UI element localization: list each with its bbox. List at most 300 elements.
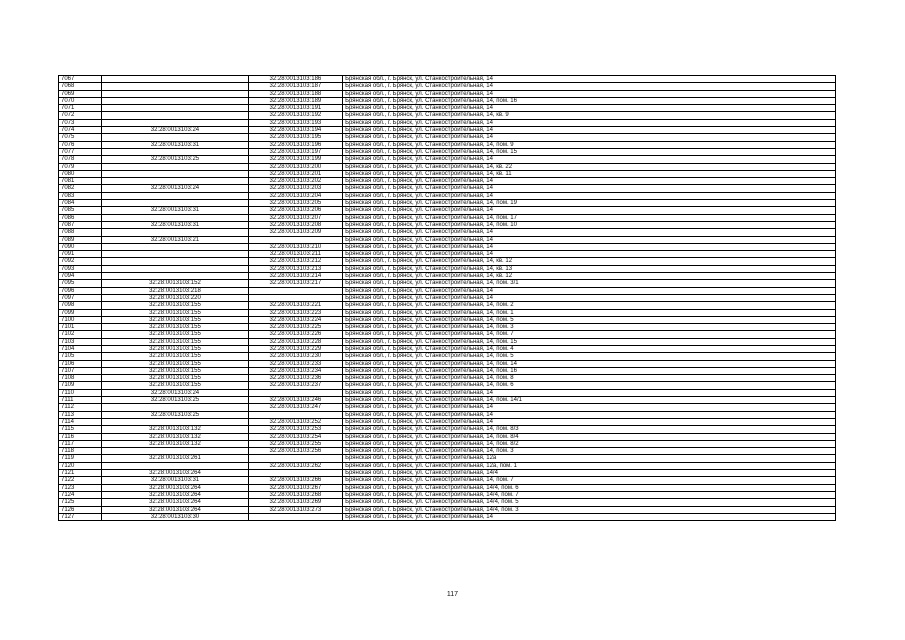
table-row [59,221,836,228]
cadastral-number-cell: 32:28:0013103:224 [248,316,342,323]
cadastral-number-cell: 32:28:0013103:196 [248,141,342,148]
parent-cadastral-cell: 32:28:0013103:31 [102,141,249,148]
table-row [59,338,836,345]
parent-cadastral-cell: 32:28:0013103:25 [102,411,249,418]
row-number-cell: 7106 [59,360,102,367]
cadastral-number-cell: 32:28:0013103:193 [248,119,342,126]
cadastral-number-cell: 32:28:0013103:202 [248,178,342,185]
cadastral-number-cell: 32:28:0013103:230 [248,353,342,360]
address-cell: Брянская обл., г. Брянск, ул. Станкостроительная, 14/4, пом. 6 [343,484,836,491]
address-cell: Брянская обл., г. Брянск, ул. Станкостроительная, 14 [343,192,836,199]
cadastral-number-cell: 32:28:0013103:268 [248,491,342,498]
registry-table-body [59,76,836,521]
parent-cadastral-cell [102,273,249,280]
parent-cadastral-cell [102,404,249,411]
table-row [59,345,836,352]
address-cell: Брянская обл., г. Брянск, ул. Станкостроительная, 14 [343,127,836,134]
address-cell: Брянская обл., г. Брянск, ул. Станкостроительная, 14 [343,294,836,301]
parent-cadastral-cell [102,134,249,141]
cadastral-number-cell: 32:28:0013103:194 [248,127,342,134]
table-row [59,455,836,462]
address-cell: Брянская обл., г. Брянск, ул. Станкостроительная, 14 [343,236,836,243]
table-row [59,192,836,199]
cadastral-number-cell: 32:28:0013103:197 [248,148,342,155]
row-number-cell: 7095 [59,280,102,287]
table-row [59,294,836,301]
address-cell: Брянская обл., г. Брянск, ул. Станкостроительная, 14, пом. 8/2 [343,440,836,447]
row-number-cell: 7082 [59,185,102,192]
cadastral-number-cell: 32:28:0013103:211 [248,251,342,258]
row-number-cell: 7121 [59,470,102,477]
cadastral-number-cell: 32:28:0013103:189 [248,97,342,104]
address-cell: Брянская обл., г. Брянск, ул. Станкостроительная, 14, пом. 14 [343,360,836,367]
parent-cadastral-cell: 32:28:0013103:30 [102,513,249,520]
address-cell: Брянская обл., г. Брянск, ул. Станкостроительная, 14/4, пом. 3 [343,506,836,513]
row-number-cell: 7105 [59,353,102,360]
address-cell: Брянская обл., г. Брянск, ул. Станкостроительная, 14, пом. 7 [343,477,836,484]
table-row [59,127,836,134]
row-number-cell: 7118 [59,448,102,455]
table-row [59,112,836,119]
cadastral-number-cell: 32:28:0013103:213 [248,265,342,272]
address-cell: Брянская обл., г. Брянск, ул. Станкостроительная, 14 [343,404,836,411]
row-number-cell: 7117 [59,440,102,447]
cadastral-number-cell [248,470,342,477]
parent-cadastral-cell [102,148,249,155]
parent-cadastral-cell [102,214,249,221]
address-cell: Брянская обл., г. Брянск, ул. Станкостроительная, 14 [343,229,836,236]
cadastral-number-cell: 32:28:0013103:255 [248,440,342,447]
parent-cadastral-cell: 32:28:0013103:155 [102,316,249,323]
row-number-cell: 7123 [59,484,102,491]
cadastral-number-cell: 32:28:0013103:210 [248,243,342,250]
address-cell: Брянская обл., г. Брянск, ул. Станкостроительная, 14 [343,156,836,163]
cadastral-number-cell: 32:28:0013103:266 [248,477,342,484]
parent-cadastral-cell [102,170,249,177]
table-row [59,506,836,513]
table-row [59,309,836,316]
cadastral-number-cell: 32:28:0013103:192 [248,112,342,119]
address-cell: Брянская обл., г. Брянск, ул. Станкостроительная, 14 [343,243,836,250]
row-number-cell: 7092 [59,258,102,265]
table-row [59,433,836,440]
parent-cadastral-cell [102,178,249,185]
table-row [59,207,836,214]
address-cell: Брянская обл., г. Брянск, ул. Станкостроительная, 14 [343,418,836,425]
address-cell: Брянская обл., г. Брянск, ул. Станкостроительная, 14, пом. 15 [343,148,836,155]
row-number-cell: 7079 [59,163,102,170]
table-row [59,141,836,148]
row-number-cell: 7116 [59,433,102,440]
row-number-cell: 7098 [59,302,102,309]
cadastral-number-cell: 32:28:0013103:229 [248,345,342,352]
table-row [59,302,836,309]
parent-cadastral-cell [102,418,249,425]
cadastral-number-cell: 32:28:0013103:188 [248,90,342,97]
address-cell: Брянская обл., г. Брянск, ул. Станкостроительная, 14, пом. 3 [343,324,836,331]
table-row [59,119,836,126]
row-number-cell: 7081 [59,178,102,185]
parent-cadastral-cell: 32:28:0013103:155 [102,382,249,389]
row-number-cell: 7080 [59,170,102,177]
address-cell: Брянская обл., г. Брянск, ул. Станкостроительная, 14, пом. 4 [343,345,836,352]
cadastral-number-cell [248,287,342,294]
address-cell: Брянская обл., г. Брянск, ул. Станкостроительная, 14 [343,76,836,83]
row-number-cell: 7124 [59,491,102,498]
cadastral-number-cell: 32:28:0013103:191 [248,105,342,112]
row-number-cell: 7075 [59,134,102,141]
row-number-cell: 7103 [59,338,102,345]
table-row [59,462,836,469]
table-row [59,156,836,163]
registry-table [58,75,836,521]
parent-cadastral-cell [102,163,249,170]
address-cell: Брянская обл., г. Брянск, ул. Станкостроительная, 14, пом. 17 [343,214,836,221]
table-row [59,287,836,294]
cadastral-number-cell: 32:28:0013103:236 [248,375,342,382]
cadastral-number-cell: 32:28:0013103:209 [248,229,342,236]
cadastral-number-cell: 32:28:0013103:233 [248,360,342,367]
table-row [59,170,836,177]
parent-cadastral-cell [102,192,249,199]
parent-cadastral-cell: 32:28:0013103:264 [102,499,249,506]
address-cell: Брянская обл., г. Брянск, ул. Станкостроительная, 14 [343,90,836,97]
cadastral-number-cell: 32:28:0013103:217 [248,280,342,287]
cadastral-number-cell [248,236,342,243]
row-number-cell: 7127 [59,513,102,520]
parent-cadastral-cell: 32:28:0013103:264 [102,506,249,513]
row-number-cell: 7110 [59,389,102,396]
parent-cadastral-cell: 32:28:0013103:155 [102,375,249,382]
row-number-cell: 7112 [59,404,102,411]
address-cell: Брянская обл., г. Брянск, ул. Станкостроительная, 14 [343,178,836,185]
row-number-cell: 7078 [59,156,102,163]
parent-cadastral-cell: 32:28:0013103:264 [102,484,249,491]
parent-cadastral-cell [102,462,249,469]
table-row [59,426,836,433]
address-cell: Брянская обл., г. Брянск, ул. Станкостроительная, 14, пом. 10 [343,221,836,228]
parent-cadastral-cell: 32:28:0013103:21 [102,236,249,243]
parent-cadastral-cell: 32:28:0013103:155 [102,331,249,338]
table-row [59,134,836,141]
parent-cadastral-cell: 32:28:0013103:31 [102,207,249,214]
table-row [59,258,836,265]
table-row [59,382,836,389]
table-row [59,105,836,112]
cadastral-number-cell: 32:28:0013103:205 [248,200,342,207]
address-cell: Брянская обл., г. Брянск, ул. Станкостроительная, 14, пом. 5 [343,353,836,360]
cadastral-number-cell [248,513,342,520]
parent-cadastral-cell: 32:28:0013103:24 [102,185,249,192]
table-row [59,513,836,520]
address-cell: Брянская обл., г. Брянск, ул. Станкостроительная, 14, кв. 9 [343,112,836,119]
table-row [59,411,836,418]
row-number-cell: 7069 [59,90,102,97]
row-number-cell: 7094 [59,273,102,280]
address-cell: Брянская обл., г. Брянск, ул. Станкостроительная, 14 [343,134,836,141]
parent-cadastral-cell [102,105,249,112]
row-number-cell: 7099 [59,309,102,316]
cadastral-number-cell: 32:28:0013103:273 [248,506,342,513]
row-number-cell: 7090 [59,243,102,250]
parent-cadastral-cell: 32:28:0013103:132 [102,426,249,433]
address-cell: Брянская обл., г. Брянск, ул. Станкостроительная, 14 [343,185,836,192]
address-cell: Брянская обл., г. Брянск, ул. Станкостроительная, 14 [343,287,836,294]
parent-cadastral-cell [102,97,249,104]
table-row [59,148,836,155]
row-number-cell: 7076 [59,141,102,148]
address-cell: Брянская обл., г. Брянск, ул. Станкостроительная, 12а, пом. 1 [343,462,836,469]
cadastral-number-cell [248,294,342,301]
address-cell: Брянская обл., г. Брянск, ул. Станкостроительная, 14, кв. 12 [343,273,836,280]
cadastral-number-cell: 32:28:0013103:203 [248,185,342,192]
table-row [59,163,836,170]
parent-cadastral-cell: 32:28:0013103:31 [102,477,249,484]
table-row [59,200,836,207]
row-number-cell: 7120 [59,462,102,469]
parent-cadastral-cell: 32:28:0013103:155 [102,338,249,345]
cadastral-number-cell: 32:28:0013103:214 [248,273,342,280]
address-cell: Брянская обл., г. Брянск, ул. Станкостроительная, 14, пом. 3 [343,448,836,455]
row-number-cell: 7115 [59,426,102,433]
parent-cadastral-cell [102,83,249,90]
cadastral-number-cell: 32:28:0013103:204 [248,192,342,199]
address-cell: Брянская обл., г. Брянск, ул. Станкостроительная, 14, пом. 14/1 [343,397,836,404]
table-row [59,470,836,477]
row-number-cell: 7097 [59,294,102,301]
table-row [59,214,836,221]
table-row [59,316,836,323]
parent-cadastral-cell: 32:28:0013103:24 [102,389,249,396]
parent-cadastral-cell: 32:28:0013103:155 [102,345,249,352]
address-cell: Брянская обл., г. Брянск, ул. Станкостроительная, 14, пом. 9 [343,141,836,148]
address-cell: Брянская обл., г. Брянск, ул. Станкостроительная, 14, пом. 7 [343,331,836,338]
cadastral-number-cell [248,389,342,396]
row-number-cell: 7102 [59,331,102,338]
table-row [59,375,836,382]
parent-cadastral-cell: 32:28:0013103:155 [102,360,249,367]
address-cell: Брянская обл., г. Брянск, ул. Станкостроительная, 14, пом. 2 [343,302,836,309]
parent-cadastral-cell [102,258,249,265]
cadastral-number-cell: 32:28:0013103:228 [248,338,342,345]
address-cell: Брянская обл., г. Брянск, ул. Станкостроительная, 14 [343,513,836,520]
address-cell: Брянская обл., г. Брянск, ул. Станкостроительная, 14, пом. 5 [343,316,836,323]
row-number-cell: 7070 [59,97,102,104]
parent-cadastral-cell: 32:28:0013103:132 [102,440,249,447]
row-number-cell: 7114 [59,418,102,425]
parent-cadastral-cell: 32:28:0013103:155 [102,309,249,316]
row-number-cell: 7067 [59,76,102,83]
address-cell: Брянская обл., г. Брянск, ул. Станкостроительная, 14, пом. 3/1 [343,280,836,287]
parent-cadastral-cell: 32:28:0013103:24 [102,127,249,134]
cadastral-number-cell: 32:28:0013103:187 [248,83,342,90]
parent-cadastral-cell: 32:28:0013103:25 [102,156,249,163]
row-number-cell: 7087 [59,221,102,228]
address-cell: Брянская обл., г. Брянск, ул. Станкостроительная, 14/4 [343,470,836,477]
table-row [59,477,836,484]
address-cell: Брянская обл., г. Брянск, ул. Станкостроительная, 14, кв. 13 [343,265,836,272]
row-number-cell: 7108 [59,375,102,382]
row-number-cell: 7068 [59,83,102,90]
address-cell: Брянская обл., г. Брянск, ул. Станкостроительная, 12а [343,455,836,462]
parent-cadastral-cell [102,243,249,250]
address-cell: Брянская обл., г. Брянск, ул. Станкостроительная, 14, пом. 19 [343,200,836,207]
row-number-cell: 7089 [59,236,102,243]
row-number-cell: 7085 [59,207,102,214]
row-number-cell: 7122 [59,477,102,484]
cadastral-number-cell: 32:28:0013103:237 [248,382,342,389]
row-number-cell: 7107 [59,367,102,374]
parent-cadastral-cell: 32:28:0013103:264 [102,470,249,477]
cadastral-number-cell: 32:28:0013103:199 [248,156,342,163]
address-cell: Брянская обл., г. Брянск, ул. Станкостроительная, 14, пом. 6 [343,382,836,389]
address-cell: Брянская обл., г. Брянск, ул. Станкостроительная, 14, пом. 8 [343,375,836,382]
address-cell: Брянская обл., г. Брянск, ул. Станкостроительная, 14 [343,389,836,396]
parent-cadastral-cell [102,112,249,119]
row-number-cell: 7073 [59,119,102,126]
cadastral-number-cell: 32:28:0013103:246 [248,397,342,404]
parent-cadastral-cell [102,90,249,97]
parent-cadastral-cell [102,251,249,258]
address-cell: Брянская обл., г. Брянск, ул. Станкостроительная, 14, пом. 8/3 [343,426,836,433]
table-row [59,404,836,411]
cadastral-number-cell: 32:28:0013103:269 [248,499,342,506]
cadastral-number-cell: 32:28:0013103:221 [248,302,342,309]
cadastral-number-cell: 32:28:0013103:186 [248,76,342,83]
address-cell: Брянская обл., г. Брянск, ул. Станкостроительная, 14 [343,119,836,126]
row-number-cell: 7086 [59,214,102,221]
row-number-cell: 7104 [59,345,102,352]
parent-cadastral-cell [102,76,249,83]
address-cell: Брянская обл., г. Брянск, ул. Станкостроительная, 14, кв. 22 [343,163,836,170]
row-number-cell: 7072 [59,112,102,119]
row-number-cell: 7119 [59,455,102,462]
address-cell: Брянская обл., г. Брянск, ул. Станкостроительная, 14, пом. 15 [343,338,836,345]
cadastral-number-cell: 32:28:0013103:247 [248,404,342,411]
table-row [59,353,836,360]
row-number-cell: 7084 [59,200,102,207]
parent-cadastral-cell [102,200,249,207]
cadastral-number-cell: 32:28:0013103:225 [248,324,342,331]
cadastral-number-cell: 32:28:0013103:256 [248,448,342,455]
address-cell: Брянская обл., г. Брянск, ул. Станкостроительная, 14, пом. 1 [343,309,836,316]
cadastral-number-cell: 32:28:0013103:252 [248,418,342,425]
table-row [59,229,836,236]
parent-cadastral-cell: 32:28:0013103:218 [102,287,249,294]
row-number-cell: 7083 [59,192,102,199]
cadastral-number-cell: 32:28:0013103:226 [248,331,342,338]
row-number-cell: 7100 [59,316,102,323]
address-cell: Брянская обл., г. Брянск, ул. Станкостроительная, 14/4, пом. 5 [343,499,836,506]
row-number-cell: 7088 [59,229,102,236]
cadastral-number-cell: 32:28:0013103:253 [248,426,342,433]
parent-cadastral-cell: 32:28:0013103:155 [102,324,249,331]
table-row [59,389,836,396]
address-cell: Брянская обл., г. Брянск, ул. Станкостроительная, 14, кв. 11 [343,170,836,177]
address-cell: Брянская обл., г. Брянск, ул. Станкостроительная, 14 [343,83,836,90]
address-cell: Брянская обл., г. Брянск, ул. Станкостроительная, 14 [343,207,836,214]
table-row [59,440,836,447]
row-number-cell: 7077 [59,148,102,155]
table-row [59,265,836,272]
parent-cadastral-cell [102,265,249,272]
table-row [59,178,836,185]
address-cell: Брянская обл., г. Брянск, ул. Станкостроительная, 14, кв. 12 [343,258,836,265]
parent-cadastral-cell: 32:28:0013103:155 [102,367,249,374]
cadastral-number-cell: 32:28:0013103:208 [248,221,342,228]
cadastral-number-cell: 32:28:0013103:206 [248,207,342,214]
cadastral-number-cell [248,411,342,418]
table-row [59,90,836,97]
row-number-cell: 7111 [59,397,102,404]
parent-cadastral-cell: 32:28:0013103:155 [102,353,249,360]
address-cell: Брянская обл., г. Брянск, ул. Станкостроительная, 14 [343,105,836,112]
cadastral-number-cell: 32:28:0013103:234 [248,367,342,374]
table-row [59,324,836,331]
table-row [59,243,836,250]
parent-cadastral-cell [102,119,249,126]
table-row [59,367,836,374]
parent-cadastral-cell: 32:28:0013103:132 [102,433,249,440]
table-row [59,484,836,491]
row-number-cell: 7125 [59,499,102,506]
cadastral-number-cell: 32:28:0013103:195 [248,134,342,141]
table-row [59,331,836,338]
row-number-cell: 7074 [59,127,102,134]
table-row [59,418,836,425]
row-number-cell: 7109 [59,382,102,389]
table-row [59,280,836,287]
cadastral-number-cell [248,455,342,462]
row-number-cell: 7126 [59,506,102,513]
row-number-cell: 7091 [59,251,102,258]
address-cell: Брянская обл., г. Брянск, ул. Станкостроительная, 14 [343,251,836,258]
table-row [59,499,836,506]
table-row [59,185,836,192]
parent-cadastral-cell [102,448,249,455]
cadastral-number-cell: 32:28:0013103:254 [248,433,342,440]
table-row [59,83,836,90]
parent-cadastral-cell: 32:28:0013103:25 [102,397,249,404]
table-row [59,448,836,455]
table-row [59,360,836,367]
row-number-cell: 7101 [59,324,102,331]
row-number-cell: 7113 [59,411,102,418]
row-number-cell: 7071 [59,105,102,112]
parent-cadastral-cell: 32:28:0013103:220 [102,294,249,301]
parent-cadastral-cell [102,229,249,236]
table-row [59,251,836,258]
table-row [59,491,836,498]
cadastral-number-cell: 32:28:0013103:201 [248,170,342,177]
table-row [59,397,836,404]
table-row [59,236,836,243]
parent-cadastral-cell: 32:28:0013103:31 [102,221,249,228]
address-cell: Брянская обл., г. Брянск, ул. Станкостроительная, 14, пом. 8/4 [343,433,836,440]
row-number-cell: 7093 [59,265,102,272]
cadastral-number-cell: 32:28:0013103:223 [248,309,342,316]
address-cell: Брянская обл., г. Брянск, ул. Станкостроительная, 14, пом. 16 [343,367,836,374]
address-cell: Брянская обл., г. Брянск, ул. Станкостроительная, 14/4, пом. 7 [343,491,836,498]
row-number-cell: 7096 [59,287,102,294]
parent-cadastral-cell: 32:28:0013103:264 [102,491,249,498]
parent-cadastral-cell: 32:28:0013103:261 [102,455,249,462]
cadastral-number-cell: 32:28:0013103:207 [248,214,342,221]
address-cell: Брянская обл., г. Брянск, ул. Станкостроительная, 14, пом. 16 [343,97,836,104]
parent-cadastral-cell: 32:28:0013103:152 [102,280,249,287]
cadastral-number-cell: 32:28:0013103:200 [248,163,342,170]
cadastral-number-cell: 32:28:0013103:262 [248,462,342,469]
